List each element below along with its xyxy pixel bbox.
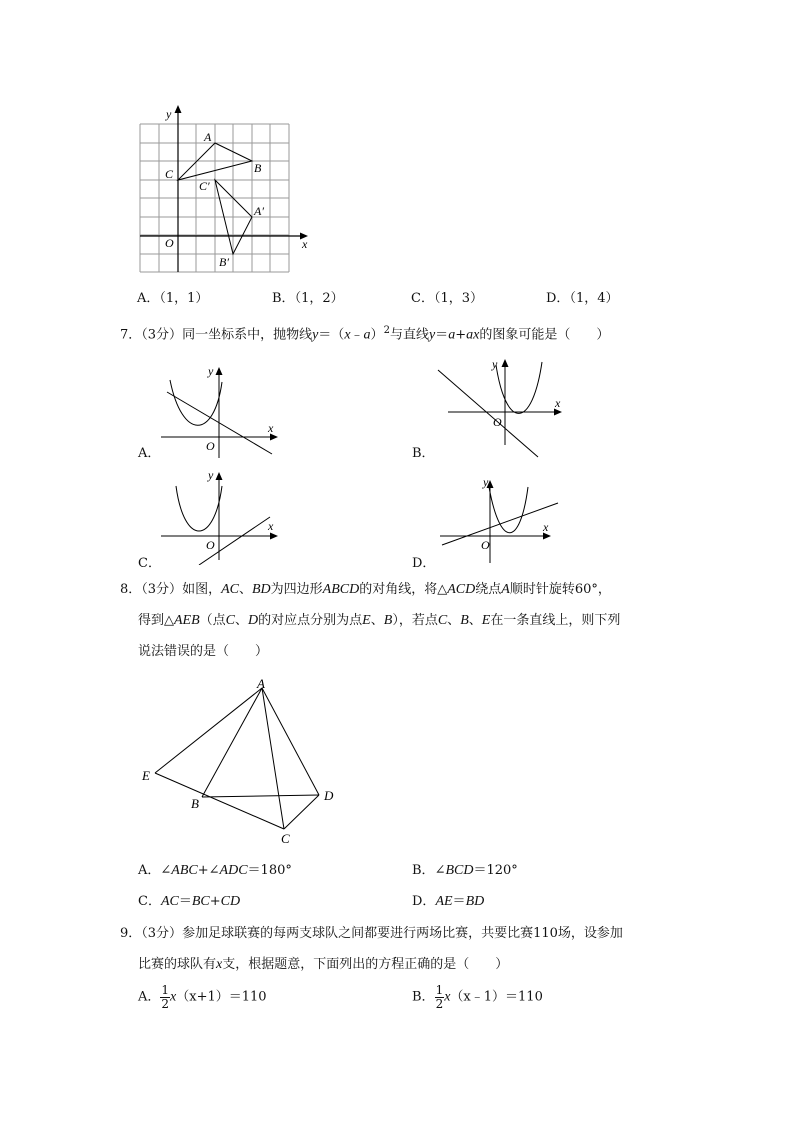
q7-option-c[interactable]: C．	[138, 556, 161, 571]
q7-graph-a	[150, 360, 285, 460]
q9-line-1: 9．（3分）参加足球联赛的每两支球队之间都要进行两场比赛，共要比赛110场，设参加	[120, 926, 623, 941]
q9-option-a[interactable]: A． $\frac{1}{2}$ x（x+1）＝110	[138, 983, 267, 1011]
label-a: A	[257, 676, 265, 691]
svg-text:y: y	[208, 468, 214, 482]
q8-option-c[interactable]: C．AC＝BC+CD	[138, 894, 241, 909]
label-c: C	[281, 831, 290, 846]
q8-option-d[interactable]: D．AE＝BD	[412, 894, 485, 909]
label-y: y	[166, 107, 172, 121]
q8-line-3: 说法错误的是（ ）	[138, 644, 269, 659]
svg-text:O: O	[206, 538, 215, 552]
q8-option-a[interactable]: A．∠ABC+∠ADC＝180°	[138, 863, 292, 878]
q9-line-2: 比赛的球队有x支，根据题意，下面列出的方程正确的是（ ）	[138, 957, 509, 972]
grid-lines	[140, 124, 289, 272]
q7-option-d[interactable]: D．	[412, 556, 436, 571]
svg-text:O: O	[481, 538, 490, 552]
svg-text:y: y	[483, 475, 489, 489]
q7-option-b[interactable]: B．	[412, 446, 435, 461]
q7-graph-d	[430, 468, 570, 568]
label-d: D	[324, 788, 334, 803]
q8-line-2: 得到△AEB（点C、D的对应点分别为点E、B），若点C、B、E在一条直线上，则下列	[138, 613, 621, 628]
q6-option-d[interactable]: D．（1，4）	[546, 291, 619, 306]
svg-text:y: y	[492, 357, 498, 371]
label-a-prime: A′	[254, 204, 264, 218]
label-e: E	[142, 768, 150, 783]
q8-line-1: 8．（3分）如图，AC、BD为四边形ABCD的对角线，将△ACD绕点A顺时针旋转60°，	[120, 582, 611, 597]
q7-graph-c	[150, 465, 285, 565]
svg-text:O: O	[493, 415, 502, 429]
label-origin: O	[165, 236, 174, 250]
q6-option-b[interactable]: B．（1，2）	[272, 291, 344, 306]
q6-option-c[interactable]: C．（1，3）	[411, 291, 483, 306]
q8-quadrilateral-figure	[135, 672, 345, 852]
label-a: A	[204, 130, 212, 144]
svg-text:x: x	[543, 520, 549, 534]
svg-text:O: O	[206, 439, 215, 453]
label-b-prime: B′	[219, 255, 229, 269]
q6-grid-figure	[130, 100, 320, 280]
label-b: B	[191, 796, 199, 811]
label-c: C	[165, 167, 174, 181]
svg-text:x: x	[555, 396, 561, 410]
fraction-one-half: $\frac{1}{2}$	[161, 983, 170, 1011]
q7-graph-b	[430, 355, 570, 465]
svg-text:x: x	[268, 421, 274, 435]
q7-option-a[interactable]: A．	[138, 446, 161, 461]
fraction-one-half: $\frac{1}{2}$	[435, 983, 444, 1011]
label-x: x	[302, 237, 308, 251]
q7-stem: 7．（3分）同一坐标系中，抛物线y＝（x﹣a）$^2$与直线y＝a+ax的图象可能是（ ）	[120, 325, 610, 343]
q8-option-b[interactable]: B．∠BCD＝120°	[412, 863, 518, 878]
label-c-prime: C′	[199, 179, 210, 193]
svg-text:x: x	[268, 519, 274, 533]
svg-text:y: y	[208, 364, 214, 378]
q9-option-b[interactable]: B． $\frac{1}{2}$ x（x﹣1）＝110	[412, 983, 543, 1011]
y-axis-arrow	[175, 105, 182, 113]
label-b: B	[254, 161, 262, 175]
q6-option-a[interactable]: A．（1，1）	[137, 291, 209, 306]
